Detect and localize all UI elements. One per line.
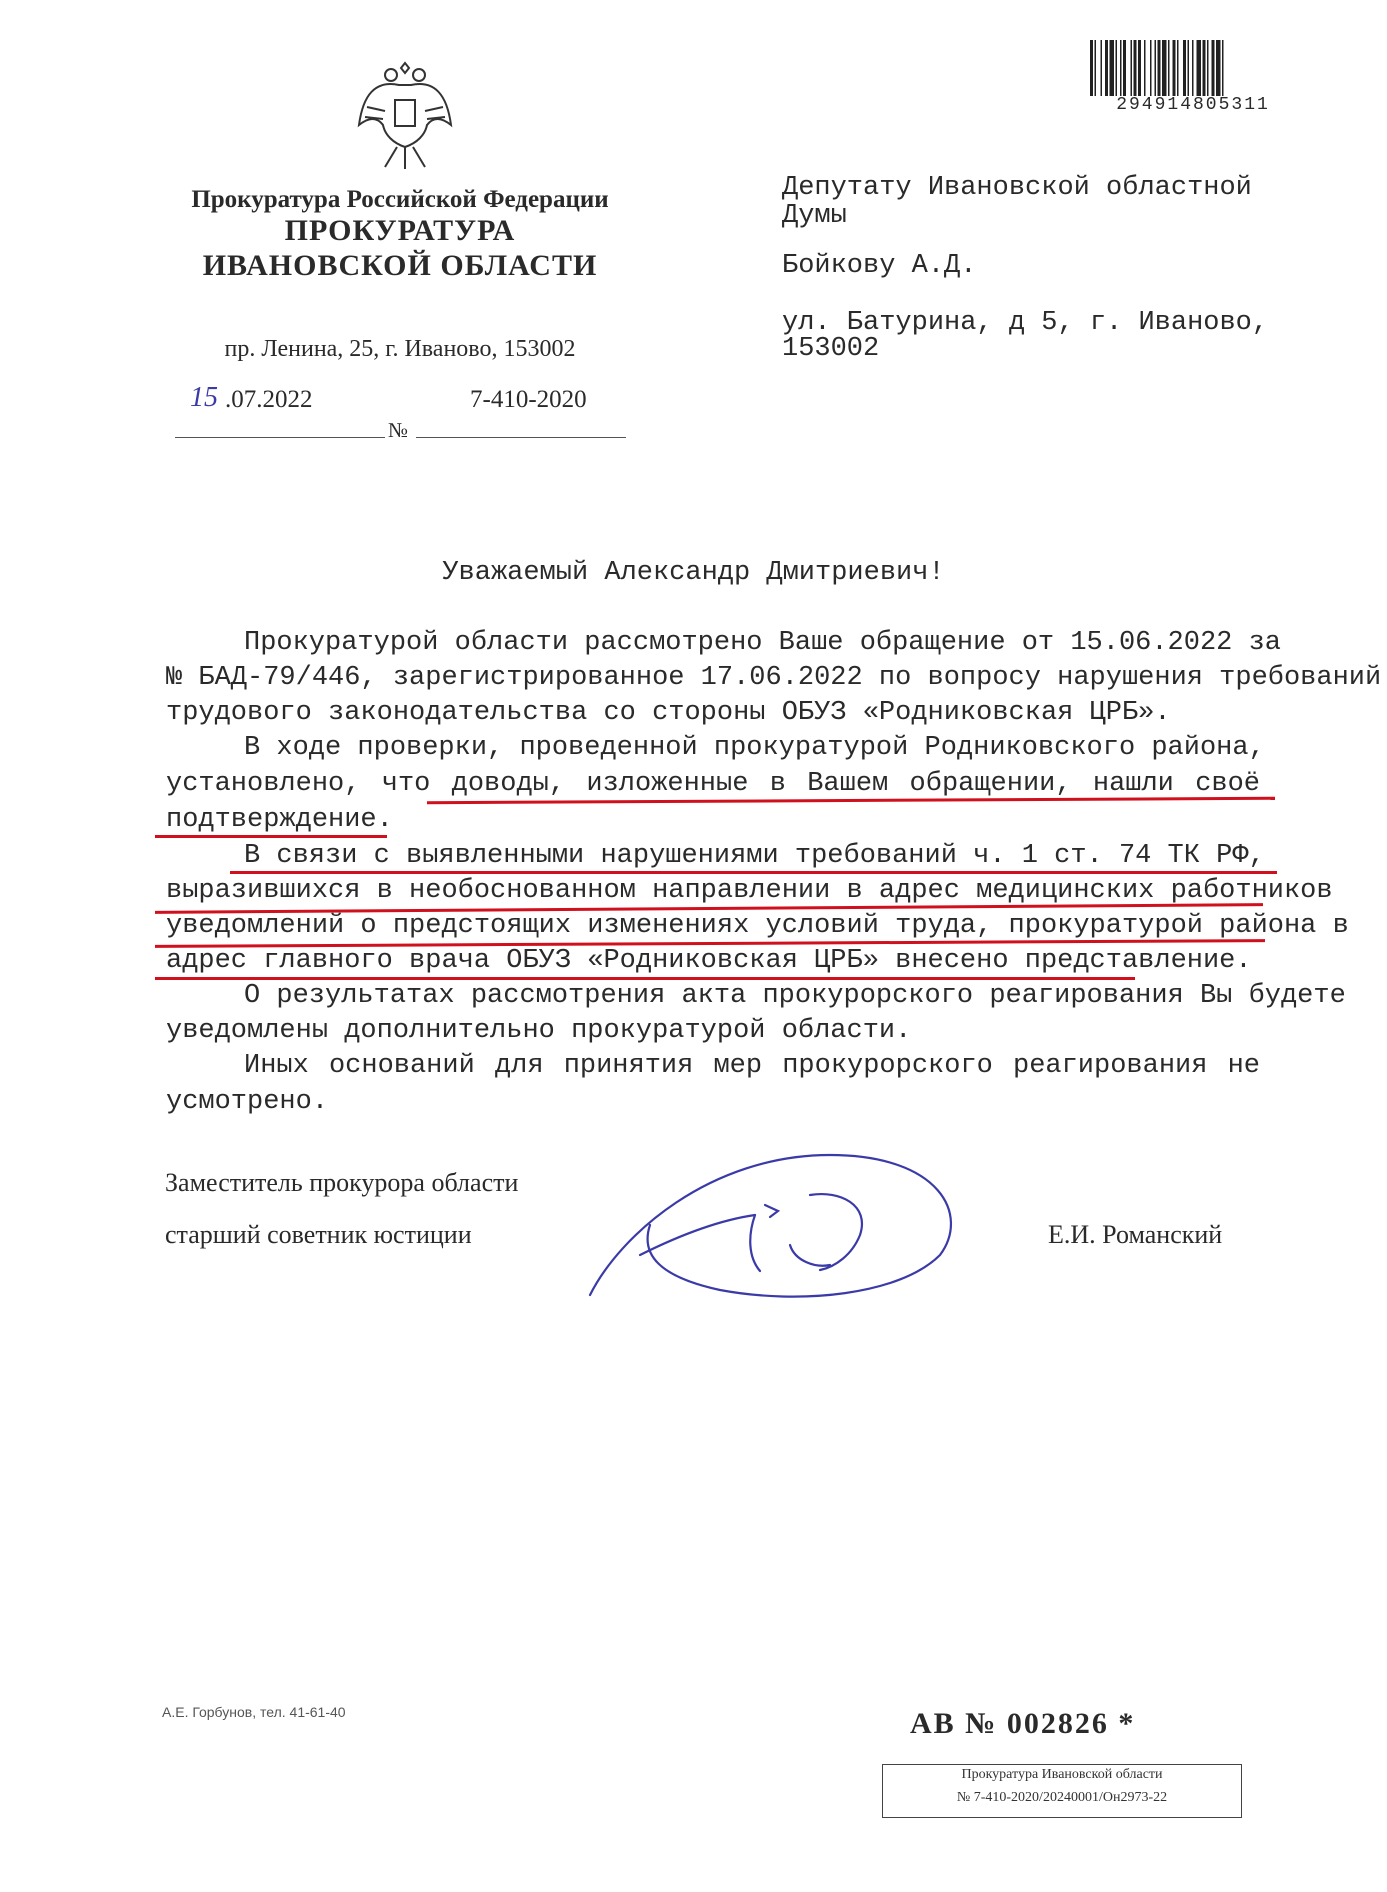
form-number: АВ № 002826 * — [910, 1707, 1136, 1740]
body-line: № БАД-79/446, зарегистрированное 17.06.2022 по вопросу нарушения требований — [166, 663, 1382, 693]
barcode-bar — [1216, 40, 1221, 96]
barcode-icon — [1088, 40, 1296, 98]
stamp-line-2: № 7-410-2020/20240001/Он2973-22 — [956, 1790, 1168, 1805]
barcode-bar — [1110, 40, 1115, 96]
barcode-bar — [1188, 40, 1190, 96]
barcode-bar — [1120, 40, 1122, 96]
body-line: уведомлены дополнительно прокуратурой области. — [166, 1016, 912, 1046]
barcode-bar — [1134, 40, 1137, 96]
recipient-address-1: ул. Батурина, д 5, г. Иваново, — [782, 308, 1269, 338]
barcode-bar — [1090, 40, 1093, 96]
body-line: усмотрено. — [166, 1087, 329, 1117]
barcode-bar — [1144, 40, 1146, 96]
stamp-line-1: Прокуратура Ивановской области — [961, 1767, 1163, 1782]
coat-of-arms-icon — [355, 55, 455, 173]
date-month-year: .07.2022 — [225, 386, 313, 413]
number-sign: № — [388, 418, 409, 442]
executor-contact: А.Е. Горбунов, тел. 41-61-40 — [162, 1704, 346, 1720]
signer-position-1: Заместитель прокурора области — [165, 1168, 519, 1197]
barcode-bar — [1207, 40, 1209, 96]
highlight-underline — [230, 871, 1277, 874]
handwritten-signature-icon — [580, 1145, 980, 1305]
date-day-handwritten: 15 — [190, 382, 218, 413]
barcode-bar — [1173, 40, 1176, 96]
barcode-bar — [1168, 40, 1170, 96]
barcode-bar — [1158, 40, 1161, 96]
recipient-name: Бойкову А.Д. — [782, 251, 977, 281]
body-line: В ходе проверки, проведенной прокуратурой Родниковского района, — [244, 733, 1265, 763]
body-line: уведомлений о предстоящих изменениях условий труда, прокуратурой района в — [166, 911, 1349, 941]
barcode-bar — [1197, 40, 1202, 96]
barcode-bar — [1123, 40, 1126, 96]
barcode-bar — [1150, 40, 1152, 96]
org-line-3: ИВАНОВСКОЙ ОБЛАСТИ — [202, 249, 598, 282]
document-number: 7-410-2020 — [470, 386, 587, 413]
org-line-2: ПРОКУРАТУРА — [284, 214, 516, 247]
barcode-bar — [1138, 40, 1141, 96]
highlight-underline — [155, 977, 1135, 980]
barcode-number: 294914805311 — [1116, 95, 1270, 115]
barcode-bar — [1101, 40, 1103, 96]
signer-position-2: старший советник юстиции — [165, 1220, 472, 1249]
barcode-bar — [1212, 40, 1215, 96]
barcode-bar — [1116, 40, 1118, 96]
body-line: выразившихся в необоснованном направлении в адрес медицинских работников — [166, 876, 1333, 906]
number-line — [416, 437, 626, 438]
barcode-bar — [1222, 40, 1224, 96]
body-line: адрес главного врача ОБУЗ «Родниковская ЦРБ» внесено представление. — [166, 946, 1252, 976]
barcode-bar — [1177, 40, 1179, 96]
recipient-address-2: 153002 — [782, 334, 880, 364]
barcode-bar — [1192, 40, 1194, 96]
barcode-bar — [1095, 40, 1097, 96]
barcode-bar — [1162, 40, 1167, 96]
body-line: трудового законодательства со стороны ОБУЗ «Родниковская ЦРБ». — [166, 698, 1171, 728]
barcode-bar — [1155, 40, 1157, 96]
date-line — [175, 437, 385, 438]
body-line: подтверждение. — [166, 805, 393, 835]
barcode-bar — [1203, 40, 1206, 96]
greeting: Уважаемый Александр Дмитриевич! — [442, 558, 945, 588]
barcode-bar — [1131, 40, 1133, 96]
highlight-underline — [155, 835, 387, 838]
barcode-bar — [1183, 40, 1186, 96]
org-line-1: Прокуратура Российской Федерации — [191, 186, 609, 213]
org-address: пр. Ленина, 25, г. Иваново, 153002 — [224, 336, 576, 362]
barcode-bar — [1105, 40, 1108, 96]
body-line: установлено, что доводы, изложенные в Вашем обращении, нашли своё — [166, 769, 1260, 799]
body-line: О результатах рассмотрения акта прокурорского реагирования Вы будете — [244, 981, 1346, 1011]
body-line: В связи с выявленными нарушениями требований ч. 1 ст. 74 ТК РФ, — [244, 841, 1265, 871]
body-line: Прокуратурой области рассмотрено Ваше обращение от 15.06.2022 за — [244, 628, 1281, 658]
signer-name: Е.И. Романский — [1048, 1220, 1223, 1249]
recipient-title-1: Депутату Ивановской областной — [782, 173, 1252, 203]
body-line: Иных оснований для принятия мер прокурорского реагирования не — [244, 1051, 1260, 1081]
recipient-title-2: Думы — [782, 201, 847, 231]
